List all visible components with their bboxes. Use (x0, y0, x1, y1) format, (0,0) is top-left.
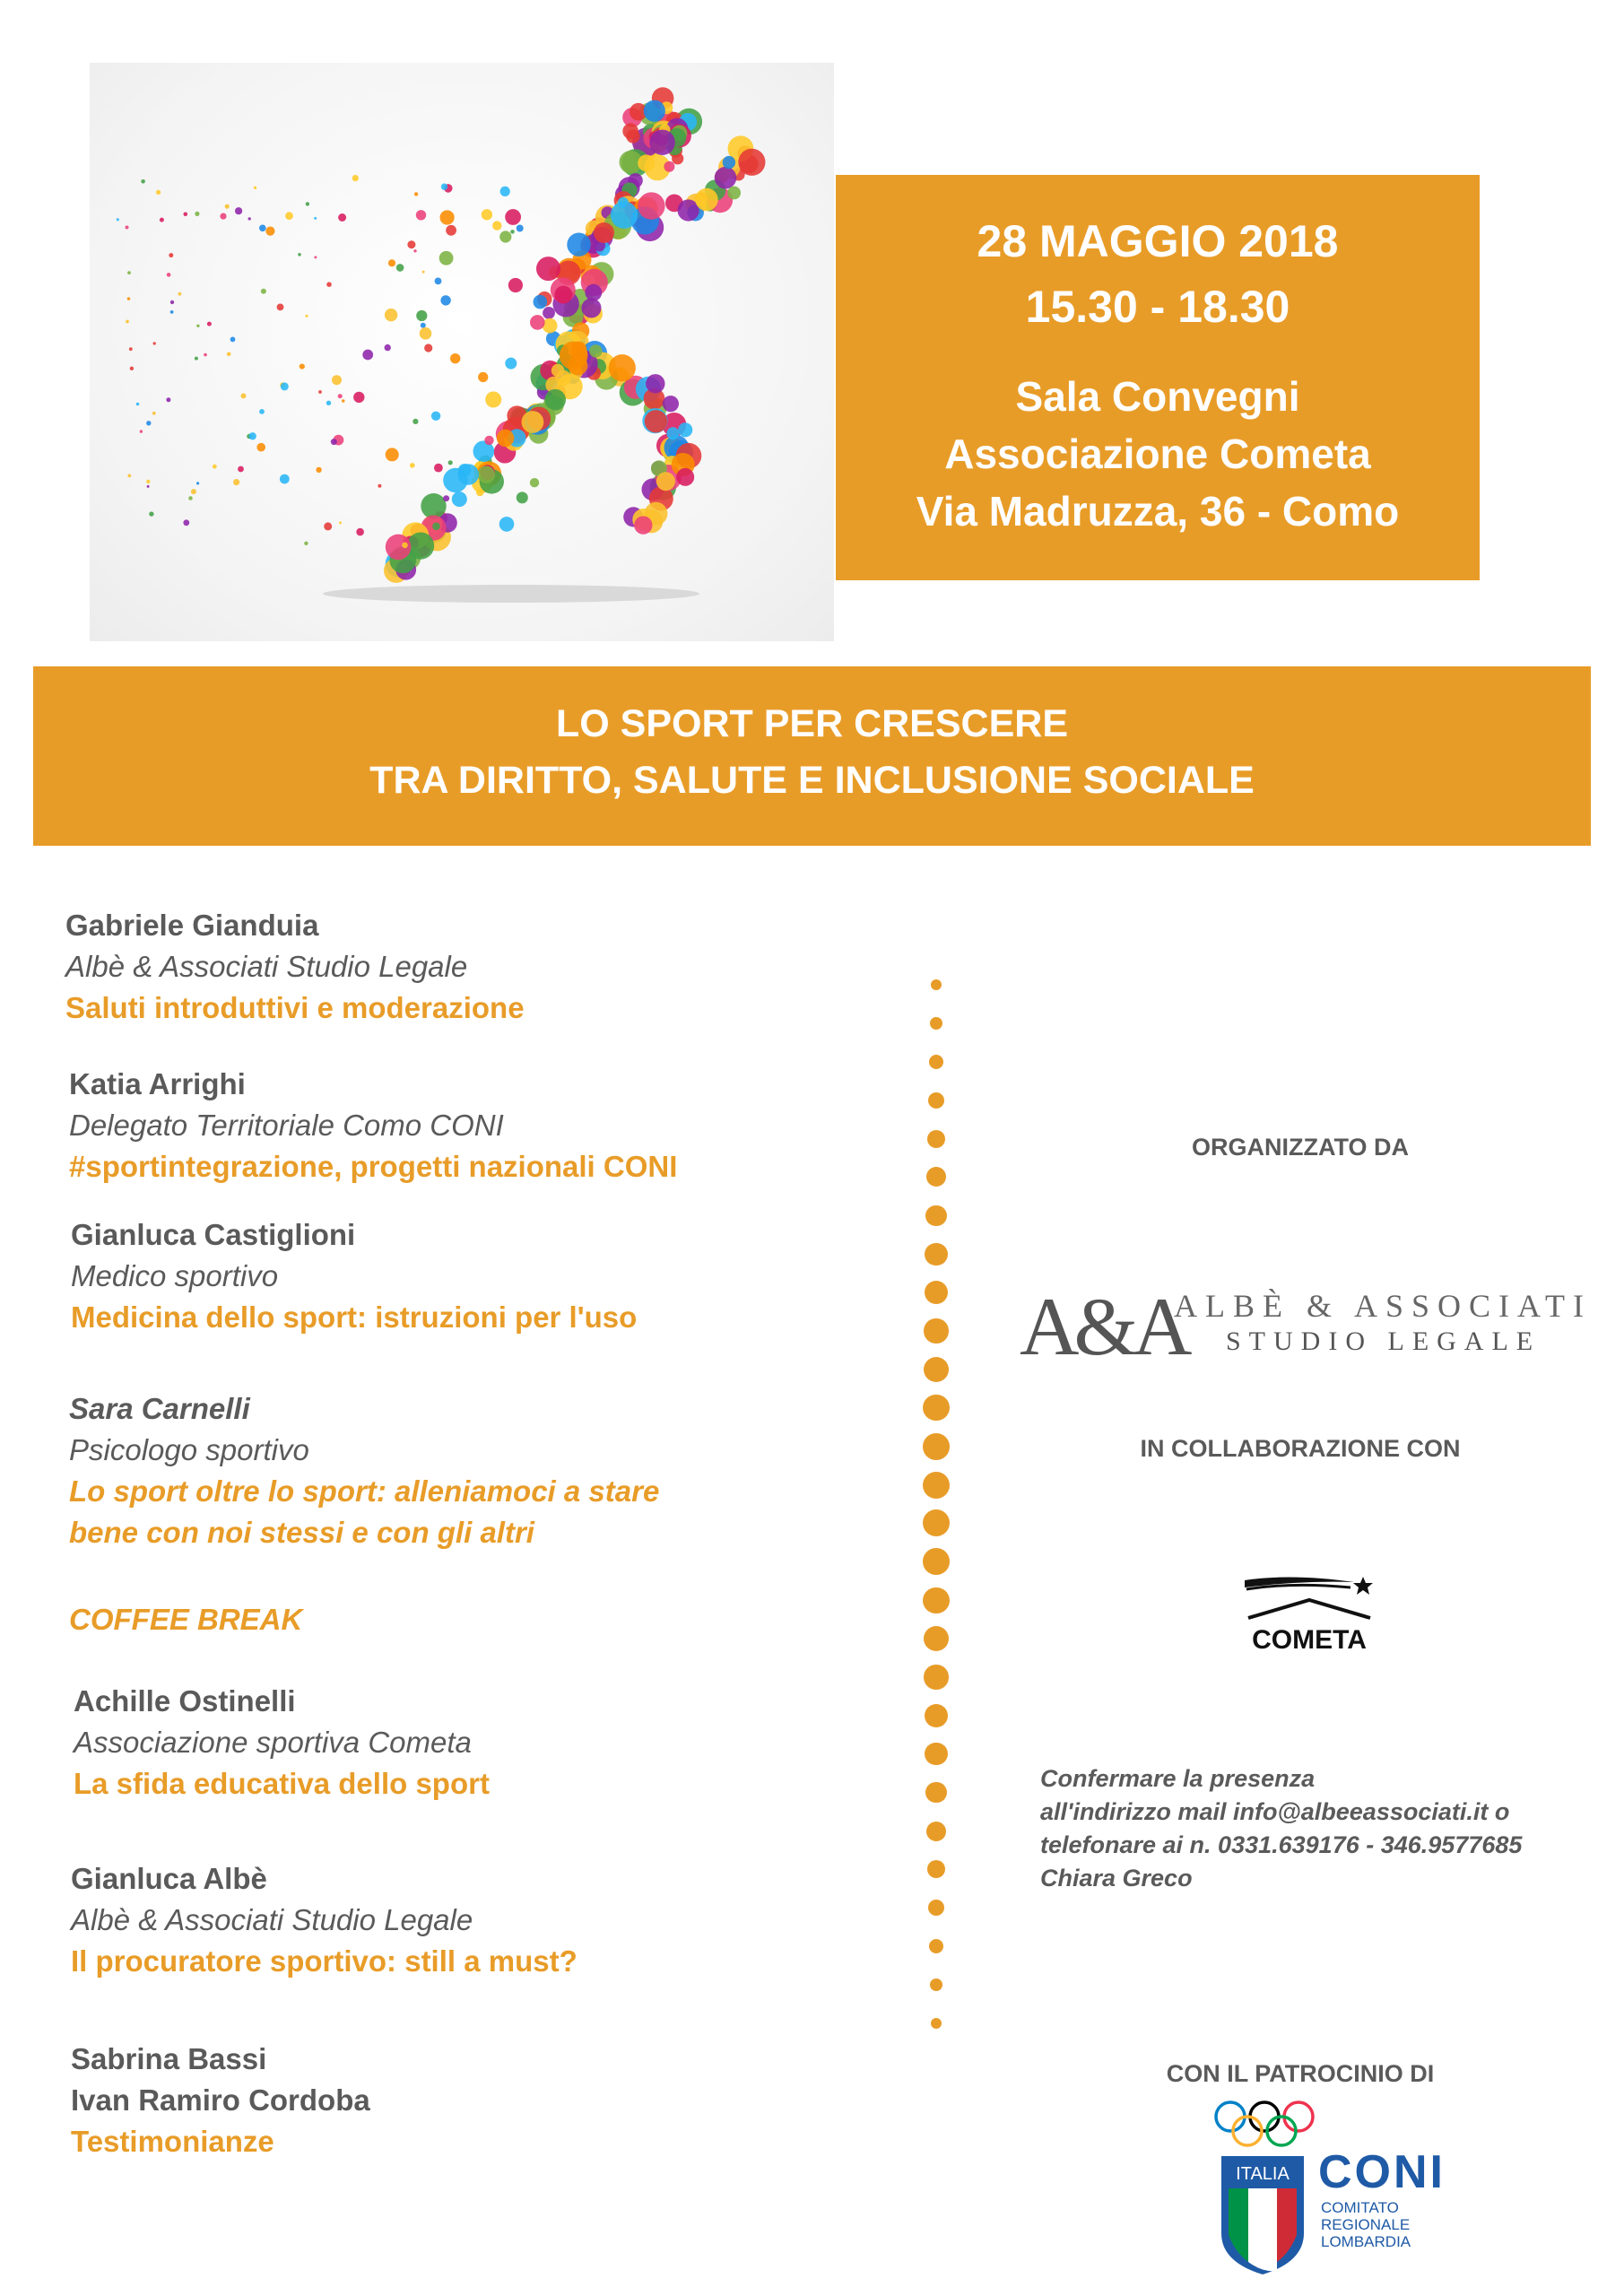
program-item (65, 909, 525, 1025)
contact-line4: Chiara Greco (1040, 1865, 1193, 1892)
speaker-name: Katia Arrighi (69, 1067, 246, 1100)
divider-dot (930, 1017, 942, 1030)
coni-shield-icon (1218, 2152, 1307, 2278)
divider-dot (925, 1782, 947, 1804)
speaker-name: Sabrina Bassi (71, 2042, 267, 2075)
divider-dot (923, 1548, 950, 1575)
coni-sub3: LOMBARDIA (1321, 2233, 1411, 2250)
talk-topic: La sfida educativa dello sport (74, 1767, 490, 1800)
divider-dot (923, 1509, 950, 1536)
coni-logo-text: CONI (1318, 2146, 1446, 2198)
contact-line1: Confermare la presenza (1040, 1765, 1316, 1792)
title-line2: TRA DIRITTO, SALUTE E INCLUSIONE SOCIALE (369, 759, 1255, 802)
program-item (69, 1067, 677, 1184)
speaker-name: Gianluca Castiglioni (71, 1218, 356, 1251)
coni-sub1: COMITATO (1321, 2199, 1399, 2216)
divider-dot (924, 1318, 949, 1344)
talk-topic: #sportintegrazione, progetti nazionali CONI (69, 1150, 678, 1183)
divider-dot (926, 1822, 946, 1841)
divider-dot (923, 1587, 949, 1613)
aa-line2: STUDIO LEGALE (1226, 1326, 1541, 1356)
speaker-role: Albè & Associati Studio Legale (71, 1903, 473, 1936)
event-time: 15.30 - 18.30 (1025, 282, 1290, 332)
divider-dot (924, 1626, 950, 1652)
speaker-role: Psicologo sportivo (69, 1433, 309, 1466)
speaker-name: Gianluca Albè (71, 1862, 267, 1895)
cometa-logo (1238, 1571, 1381, 1661)
divider-dot (924, 1665, 949, 1690)
venue-line3: Via Madruzza, 36 - Como (916, 488, 1400, 535)
speaker-role: Albè & Associati Studio Legale (65, 950, 468, 983)
divider-dot (930, 1979, 942, 1991)
contact-info (1040, 1762, 1522, 1895)
divider-dot (925, 1243, 947, 1265)
collaboration-label: IN COLLABORAZIONE CON (1140, 1435, 1461, 1462)
aa-line1: ALBÈ & ASSOCIATI (1174, 1288, 1585, 1324)
talk-topic: Testimonianze (71, 2125, 274, 2158)
coffee-break: COFFEE BREAK (69, 1603, 303, 1636)
event-title-bar (33, 666, 1591, 846)
contact-line2: all'indirizzo mail info@albeeassociati.it o (1040, 1798, 1510, 1825)
talk-topic: Medicina dello sport: istruzioni per l'uso (71, 1300, 638, 1334)
speaker-name: Achille Ostinelli (74, 1684, 296, 1718)
aa-logo (1020, 1275, 1585, 1365)
divider-dot (931, 979, 942, 990)
event-date: 28 MAGGIO 2018 (977, 216, 1339, 266)
aa-monogram: A&A (1020, 1281, 1187, 1365)
divider-dot (928, 1900, 944, 1916)
program-item (71, 1862, 578, 1979)
divider-dot (927, 1130, 945, 1148)
divider-dot (925, 1281, 948, 1304)
speaker-role: Delegato Territoriale Como CONI (69, 1109, 504, 1142)
program-item (69, 1392, 659, 1550)
venue-line2: Associazione Cometa (944, 430, 1371, 477)
divider-dot (925, 1205, 947, 1227)
talk-topic: bene con noi stessi e con gli altri (69, 1516, 534, 1549)
divider-dot (928, 1092, 944, 1109)
venue-line1: Sala Convegni (1015, 373, 1300, 420)
coni-subtitle (1321, 2199, 1411, 2250)
divider-dot (929, 1055, 943, 1069)
divider-dot (929, 1939, 943, 1953)
speaker-name: Ivan Ramiro Cordoba (71, 2083, 370, 2117)
talk-topic: Saluti introduttivi e moderazione (65, 991, 525, 1024)
divider-dot (927, 1860, 945, 1878)
contact-line3: telefonare ai n. 0331.639176 - 346.9577685 (1040, 1831, 1523, 1858)
divider-dot (923, 1433, 950, 1460)
speaker-role: Associazione sportiva Cometa (74, 1726, 472, 1759)
program-item (74, 1684, 490, 1801)
divider-dot (923, 1472, 950, 1499)
coni-flag-label: ITALIA (1236, 2164, 1290, 2184)
speaker-name: Gabriele Gianduia (65, 909, 319, 942)
organized-by-label: ORGANIZZATO DA (1192, 1134, 1409, 1161)
event-info-box (836, 175, 1480, 580)
star-icon (1353, 1577, 1373, 1595)
divider-dot (923, 1395, 949, 1421)
talk-topic: Il procuratore sportivo: still a must? (71, 1944, 578, 1978)
cometa-text: COMETA (1252, 1625, 1367, 1655)
program-item (71, 1218, 637, 1335)
divider-dot (925, 1743, 947, 1765)
olympic-rings-icon (1212, 2099, 1316, 2152)
divider-dot (926, 1167, 946, 1187)
program-item-closing (71, 2042, 370, 2159)
title-line1: LO SPORT PER CRESCERE (555, 702, 1069, 745)
divider-dot (925, 1704, 948, 1727)
speaker-name: Sara Carnelli (69, 1392, 250, 1425)
runner-illustration (90, 63, 834, 641)
patronage-label: CON IL PATROCINIO DI (1166, 2060, 1435, 2087)
divider-dot (931, 2018, 942, 2029)
coni-sub2: REGIONALE (1321, 2216, 1411, 2233)
divider-dot (924, 1357, 950, 1383)
speaker-role: Medico sportivo (71, 1259, 279, 1292)
talk-topic: Lo sport oltre lo sport: alleniamoci a stare (69, 1474, 660, 1508)
